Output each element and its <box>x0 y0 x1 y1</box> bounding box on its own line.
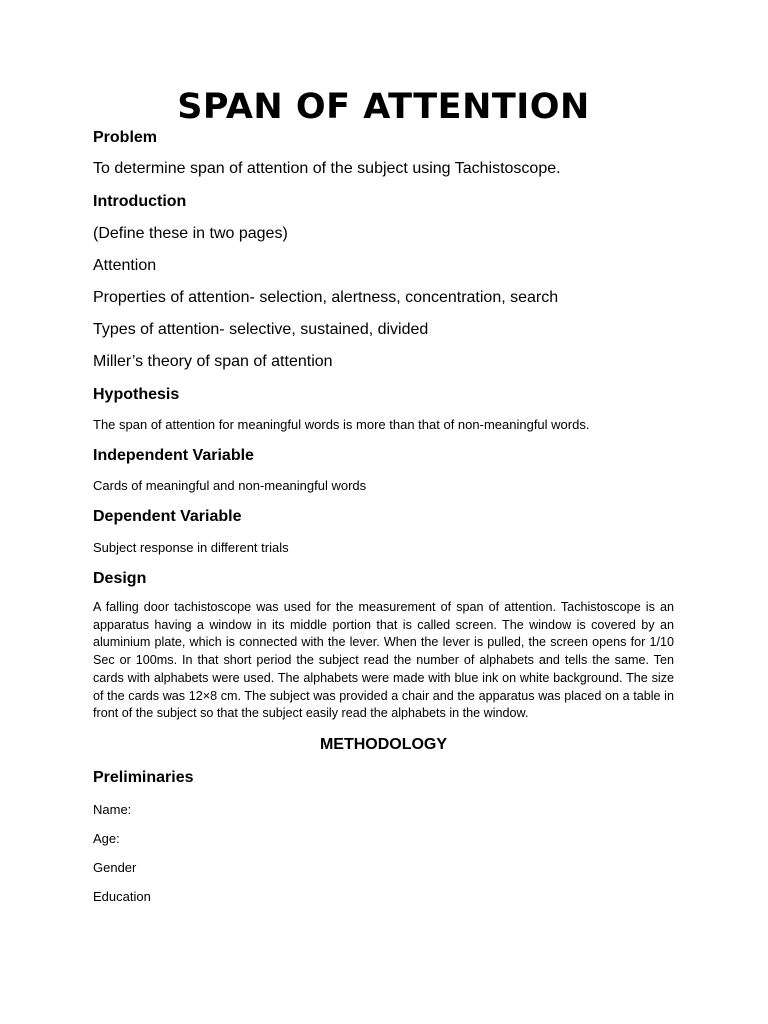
hypothesis-text: The span of attention for meaningful words is more than that of non-meaningful words. <box>93 417 590 432</box>
introduction-item: (Define these in two pages) <box>93 225 288 242</box>
introduction-item: Attention <box>93 257 157 274</box>
methodology-heading: METHODOLOGY <box>319 736 448 753</box>
preliminaries-heading: Preliminaries <box>93 769 194 786</box>
introduction-item: Types of attention- selective, sustained, divided <box>93 321 429 338</box>
introduction-item: Miller’s theory of span of attention <box>93 353 333 370</box>
document-title: SPAN OF ATTENTION <box>177 87 590 127</box>
introduction-heading: Introduction <box>93 193 187 210</box>
dependent-variable-text: Subject response in different trials <box>93 540 289 555</box>
introduction-item: Properties of attention- selection, alertness, concentration, search <box>93 289 559 306</box>
design-heading: Design <box>93 570 147 587</box>
hypothesis-heading: Hypothesis <box>93 386 180 403</box>
preliminaries-field-gender: Gender <box>93 860 137 875</box>
independent-variable-heading: Independent Variable <box>93 447 254 464</box>
problem-text: To determine span of attention of the subject using Tachistoscope. <box>93 160 561 177</box>
design-text: A falling door tachistoscope was used for the measurement of span of attention. Tachistoscope is an apparatus having a window in its middle portion that is called screen. The window is covered by an aluminium plate, which is connected with the lever. When the lever is pulled, the screen opens for 1/10 Sec or 100ms. In that short period the subject read the number of alphabets and tells the same. Ten cards with alphabets were used. The alphabets were made with blue ink on white background. The size of the cards was 12×8 cm. The subject was provided a chair and the apparatus was placed on a table in front of the subject so that the subject easily read the alphabets in the window. <box>93 600 674 721</box>
independent-variable-text: Cards of meaningful and non-meaningful words <box>93 478 367 493</box>
preliminaries-field-age: Age: <box>93 831 120 846</box>
problem-heading: Problem <box>93 129 158 146</box>
dependent-variable-heading: Dependent Variable <box>93 508 242 525</box>
preliminaries-field-education: Education <box>93 889 151 904</box>
preliminaries-field-name: Name: <box>93 802 132 817</box>
